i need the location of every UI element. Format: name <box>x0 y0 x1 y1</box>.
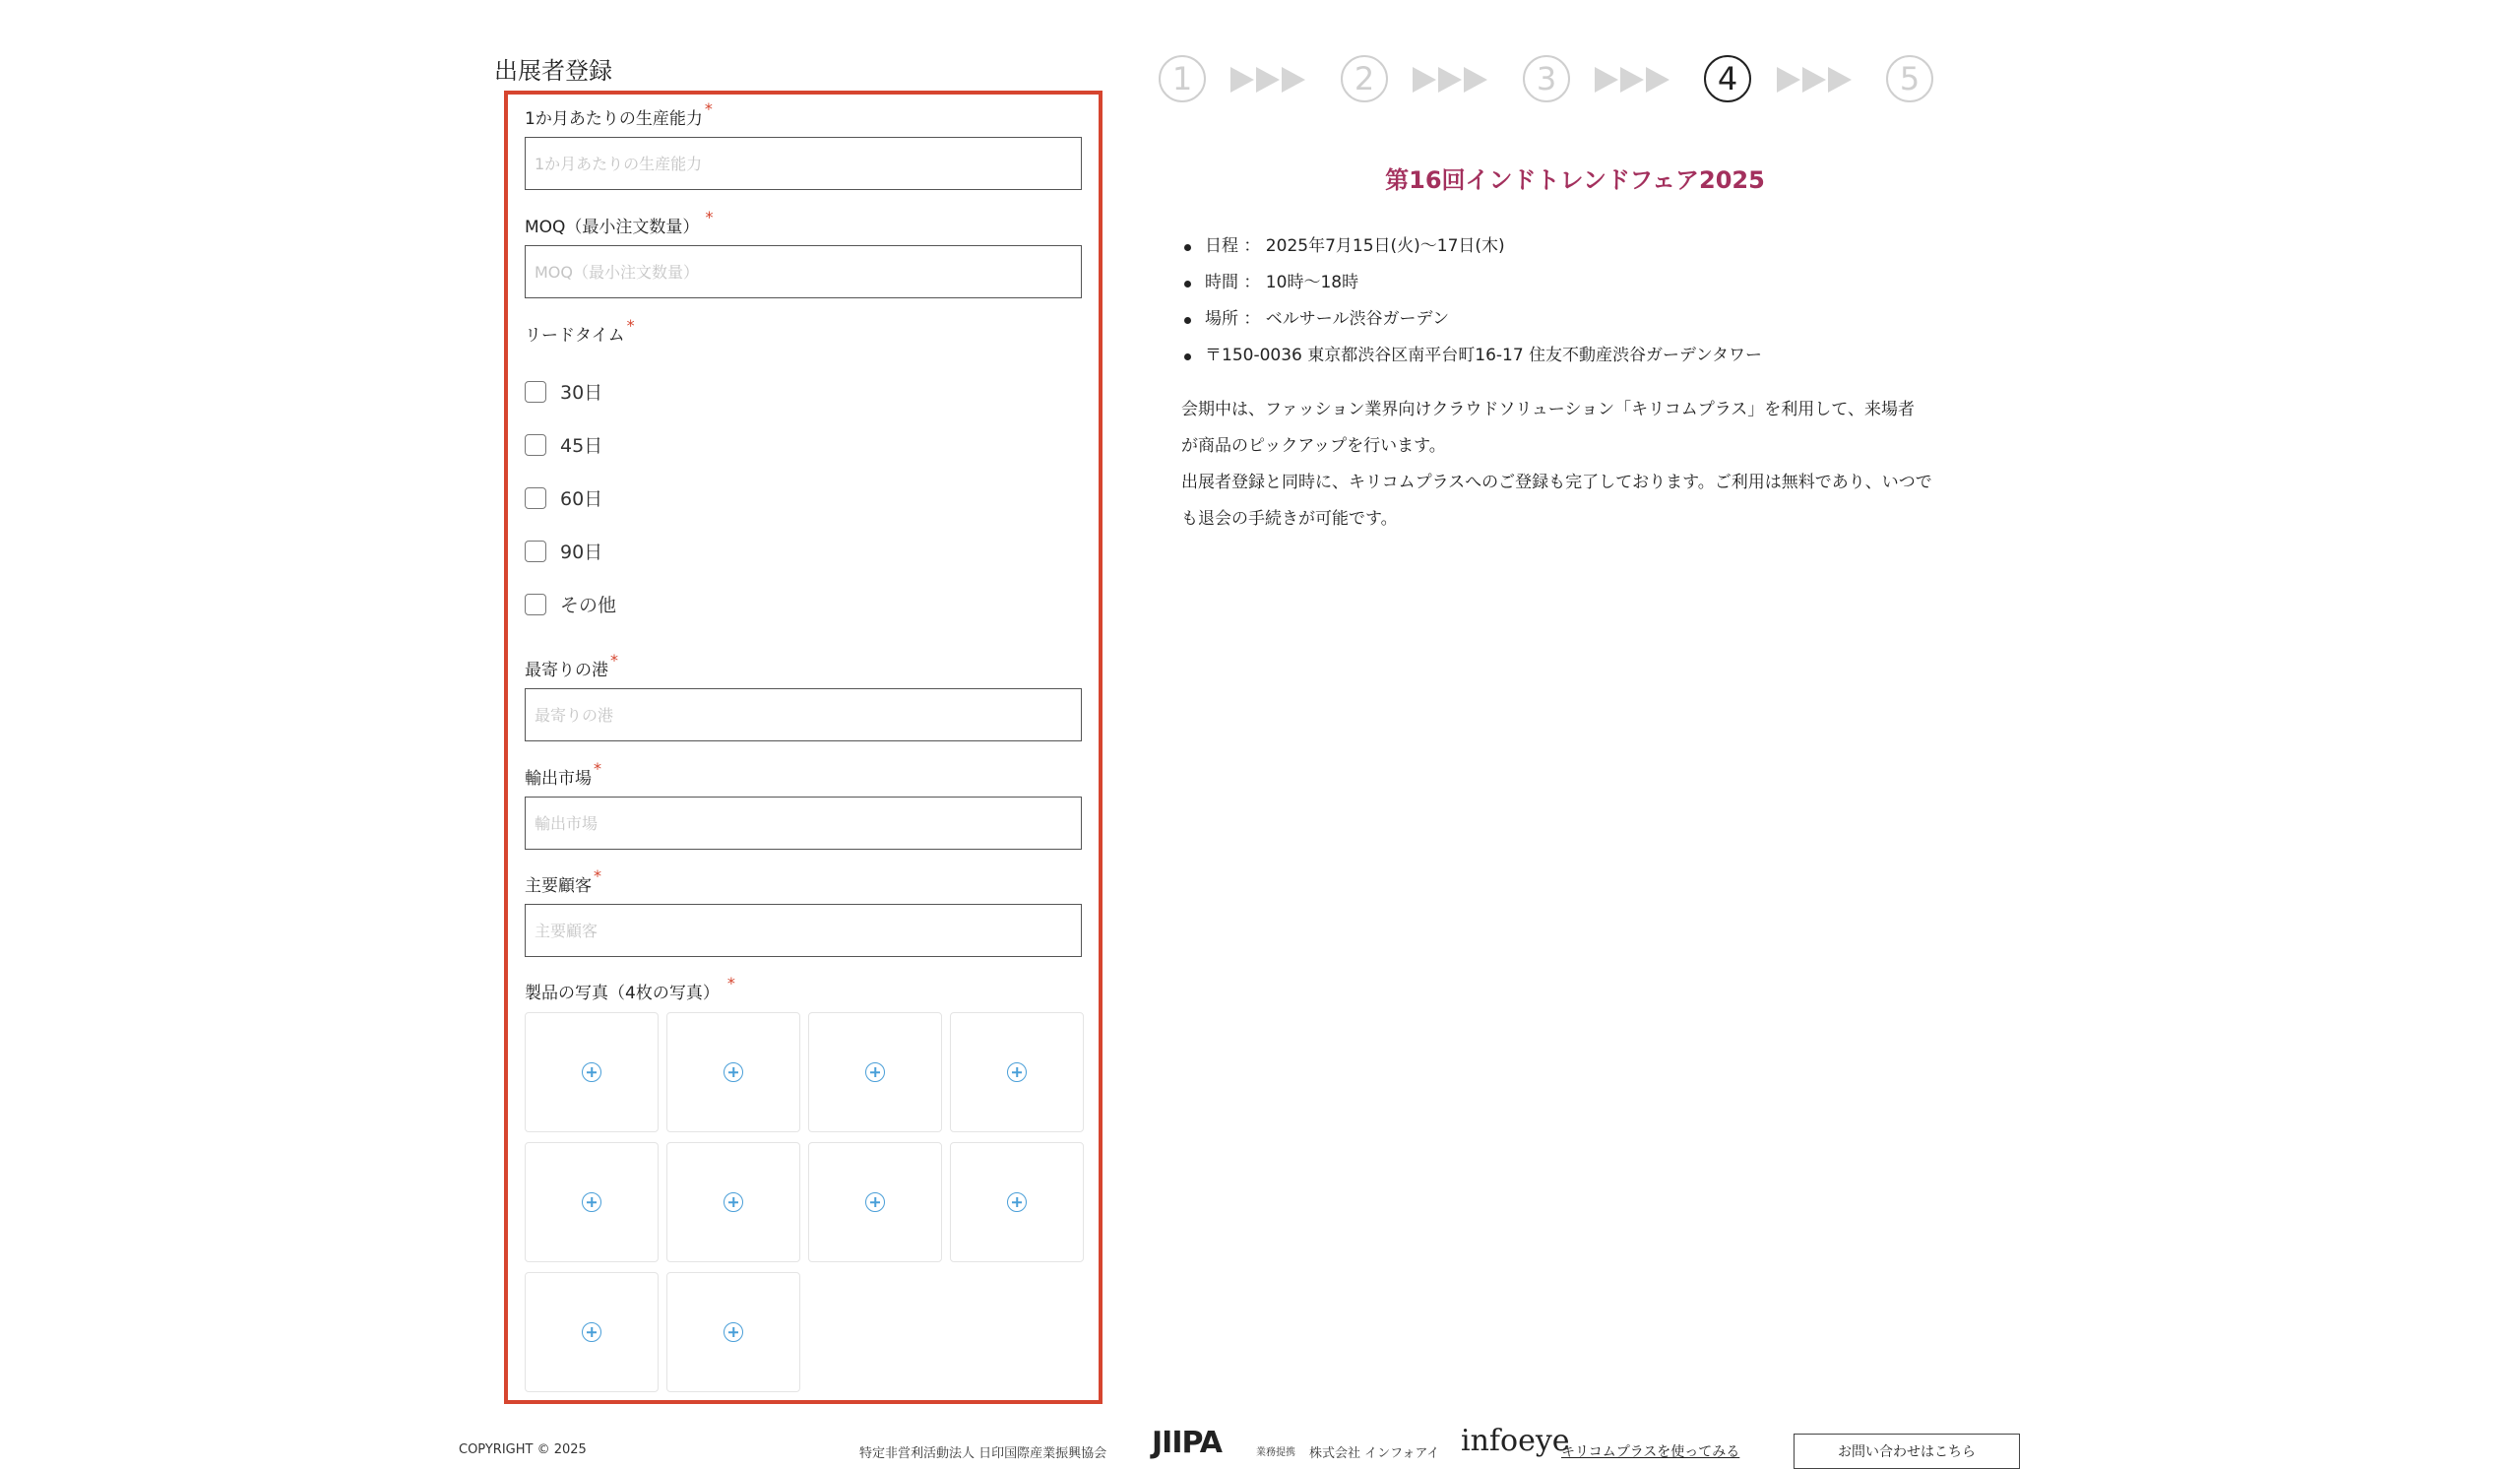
photo-upload-slot[interactable] <box>808 1012 942 1132</box>
photo-upload-slot[interactable] <box>525 1272 659 1392</box>
moq-input[interactable] <box>525 245 1082 298</box>
field-label <box>525 866 1082 896</box>
infoeye-logo: infoeye <box>1461 1424 1570 1458</box>
checkbox[interactable] <box>525 434 546 456</box>
required-mark: * <box>705 208 714 226</box>
field-label-text: 1か月あたりの生産能力 <box>525 109 703 129</box>
event-title: 第16回インドトレンドフェア2025 <box>1385 166 1765 194</box>
field-label-text: 最寄りの港 <box>525 661 608 680</box>
event-detail-address: 〒150-0036 東京都渋谷区南平台町16-17 住友不動産渋谷ガーデンタワー <box>1181 338 1762 374</box>
field-moq <box>525 208 1082 298</box>
plus-circle-icon <box>582 1192 601 1212</box>
field-product-photos <box>525 974 1082 1003</box>
step-5: 5 <box>1886 55 1933 102</box>
description-line: 会期中は、ファッション業界向けクラウドソリューション「キリコムプラス」を利用して、来場者 <box>1181 400 1915 419</box>
field-lead-time <box>525 316 1082 346</box>
triple-triangle-arrow-icon <box>1777 67 1854 93</box>
lead-time-option-other[interactable] <box>525 591 616 617</box>
plus-circle-icon <box>724 1322 743 1342</box>
checkbox-label: その他 <box>560 595 617 616</box>
company-name: 株式会社 インフォアイ <box>1309 1446 1440 1461</box>
photo-upload-slot[interactable] <box>808 1142 942 1262</box>
description-line: も退会の手続きが可能です。 <box>1181 509 1398 529</box>
plus-circle-icon <box>582 1062 601 1082</box>
plus-circle-icon <box>724 1192 743 1212</box>
contact-button[interactable]: お問い合わせはこちら <box>1794 1434 2020 1469</box>
triple-triangle-arrow-icon <box>1230 67 1307 93</box>
required-mark: * <box>726 974 735 992</box>
field-label-text: 製品の写真（4枚の写真） <box>525 984 720 1003</box>
checkbox[interactable] <box>525 594 546 615</box>
description-line: 出展者登録と同時に、キリコムプラスへのご登録も完了しております。ご利用は無料であり、いつで <box>1181 473 1932 492</box>
kiricom-plus-link[interactable]: キリコムプラスを使ってみる <box>1561 1444 1740 1460</box>
event-detail-venue: 場所 ： ベルサール渋谷ガーデン <box>1181 301 1762 338</box>
photo-upload-slot[interactable] <box>666 1012 800 1132</box>
export-markets-input[interactable] <box>525 797 1082 850</box>
event-description <box>1181 392 1988 538</box>
field-label <box>525 974 1082 1003</box>
field-label <box>525 208 1082 237</box>
photo-upload-slot[interactable] <box>666 1142 800 1262</box>
field-label <box>525 99 1082 129</box>
photo-upload-slot[interactable] <box>950 1012 1084 1132</box>
page-title: 出展者登録 <box>494 57 612 85</box>
plus-circle-icon <box>724 1062 743 1082</box>
checkbox[interactable] <box>525 541 546 562</box>
triple-triangle-arrow-icon <box>1413 67 1489 93</box>
checkbox-label: 45日 <box>560 435 603 457</box>
event-detail-time: 時間 ： 10時〜18時 <box>1181 265 1762 301</box>
photo-upload-slot[interactable] <box>525 1142 659 1262</box>
description-line: が商品のピックアップを行います。 <box>1181 436 1446 456</box>
lead-time-option-45[interactable] <box>525 431 602 458</box>
plus-circle-icon <box>582 1322 601 1342</box>
step-4-current: 4 <box>1704 55 1751 102</box>
field-label-text: MOQ（最小注文数量） <box>525 218 700 237</box>
photo-upload-slot[interactable] <box>950 1142 1084 1262</box>
jiipa-logo: JIIPA <box>1152 1426 1222 1460</box>
checkbox-label: 90日 <box>560 542 603 563</box>
field-label <box>525 316 1082 346</box>
plus-circle-icon <box>1007 1192 1027 1212</box>
step-3: 3 <box>1523 55 1570 102</box>
step-1: 1 <box>1159 55 1206 102</box>
copyright: COPYRIGHT © 2025 <box>459 1442 587 1457</box>
field-label-text: 輸出市場 <box>525 769 592 789</box>
plus-circle-icon <box>865 1192 885 1212</box>
plus-circle-icon <box>865 1062 885 1082</box>
photo-upload-slot[interactable] <box>525 1012 659 1132</box>
checkbox[interactable] <box>525 487 546 509</box>
plus-circle-icon <box>1007 1062 1027 1082</box>
required-mark: * <box>594 759 601 778</box>
step-2: 2 <box>1341 55 1388 102</box>
nearest-port-input[interactable] <box>525 688 1082 741</box>
main-customers-input[interactable] <box>525 904 1082 957</box>
registration-form <box>504 91 1102 1404</box>
event-detail-date: 日程 ： 2025年7月15日(火)〜17日(木) <box>1181 228 1762 265</box>
required-mark: * <box>704 99 713 118</box>
organizer-name: 特定非営利活動法人 日印国際産業振興協会 <box>859 1446 1107 1461</box>
lead-time-option-90[interactable] <box>525 538 602 564</box>
cooperation-label: 業務提携 <box>1256 1447 1295 1458</box>
lead-time-option-30[interactable] <box>525 378 602 405</box>
field-main-customers <box>525 866 1082 957</box>
field-label <box>525 759 1082 789</box>
required-mark: * <box>610 651 618 670</box>
checkbox-label: 60日 <box>560 488 603 510</box>
field-monthly-capacity <box>525 99 1082 190</box>
required-mark: * <box>594 866 601 885</box>
field-label-text: リードタイム <box>525 326 625 346</box>
field-label-text: 主要顧客 <box>525 876 592 896</box>
lead-time-option-60[interactable] <box>525 484 602 511</box>
field-nearest-port <box>525 651 1082 741</box>
event-details-list <box>1181 228 1762 374</box>
photo-upload-slot[interactable] <box>666 1272 800 1392</box>
field-label <box>525 651 1082 680</box>
required-mark: * <box>626 316 635 335</box>
triple-triangle-arrow-icon <box>1595 67 1671 93</box>
monthly-capacity-input[interactable] <box>525 137 1082 190</box>
checkbox[interactable] <box>525 381 546 403</box>
field-export-markets <box>525 759 1082 850</box>
checkbox-label: 30日 <box>560 382 603 404</box>
